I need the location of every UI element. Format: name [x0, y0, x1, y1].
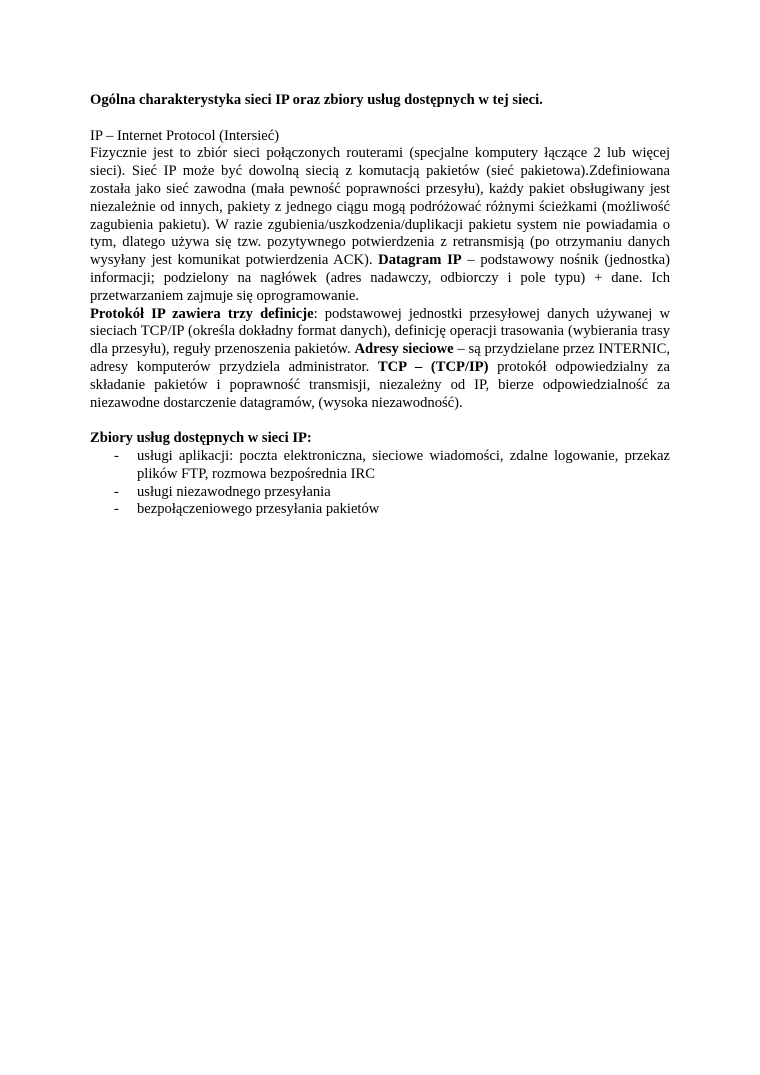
blank-line [90, 412, 670, 430]
list-bullet: - [114, 447, 119, 464]
list-item-text: usługi aplikacji: poczta elektroniczna, sieciowe wiadomości, zdalne logowanie, przekaz plików FTP, rozmowa bezpośrednia IRC [137, 447, 670, 482]
term-protocol-definitions: Protokół IP zawiera trzy definicje [90, 305, 314, 322]
paragraph-text: : podstawowej jednostki przesyłowej danych używanej w sieciach TCP/IP (określa dokładny format danych), definicję operacji trasowania (wybierania trasy dla przesyłu), reguły przenoszenia pakietów. [90, 305, 670, 358]
list-item [90, 501, 670, 519]
document-title: Ogólna charakterystyka sieci IP oraz zbiory usług dostępnych w tej sieci. [90, 92, 543, 108]
services-heading: Zbiory usług dostępnych w sieci IP: [90, 430, 312, 447]
list-bullet: - [114, 483, 119, 500]
term-network-addresses: Adresy sieciowe [354, 341, 454, 358]
list-item [90, 448, 670, 484]
list-bullet: - [114, 501, 119, 518]
paragraph-protocol-definitions [90, 306, 670, 413]
paragraph-text: protokół odpowiedzialny za składanie pakietów i poprawność transmisji, niezależny od IP, bierze odpowiedzialność za niezawodne dostarczenie datagramów, (wysoka niezawodność). [90, 358, 671, 411]
paragraph-text: Fizycznie jest to zbiór sieci połączonych routerami (specjalne komputery łączące 2 lub więcej sieci). Sieć IP może być dowolną siecią z komutacją pakietów (sieć pakietowa).Zdefiniowana została jako sieć zawodna (mała pewność poprawności przesyłu), każdy pakiet obsługiwany jest niezależnie od innych, pakiety z jednego ciągu mogą podróżować różnymi ścieżkami (możliwość zagubienia pakietu). W razie zgubienia/uszkodzenia/duplikacji pakietu system nie powiadamia o tym, dlatego używa się tzw. pozytywnego potwierdzenia z retransmisją (po otrzymaniu danych wysyłany jest komunikat potwierdzenia ACK). [90, 145, 670, 269]
paragraph-ip-description [90, 145, 670, 305]
paragraph-text: – są przydzielane przez INTERNIC, adresy komputerów przydziela administrator. [90, 341, 670, 375]
list-item-text: usługi niezawodnego przesyłania [137, 483, 331, 500]
term-datagram-ip: Datagram IP [378, 252, 462, 269]
list-item-text: bezpołączeniowego przesyłania pakietów [137, 501, 380, 518]
paragraph-text: – podstawowy nośnik (jednostka) informacji; podzielony na nagłówek (adres nadawczy, odbiorczy i pole typu) + dane. Ich przetwarzaniem zajmuje się oprogramowanie. [90, 252, 671, 304]
services-list [90, 448, 670, 519]
list-item [90, 484, 670, 502]
document-body [90, 92, 670, 519]
protocol-subtitle: IP – Internet Protocol (Intersieć) [90, 127, 280, 144]
term-tcp: TCP – (TCP/IP) [377, 358, 489, 375]
